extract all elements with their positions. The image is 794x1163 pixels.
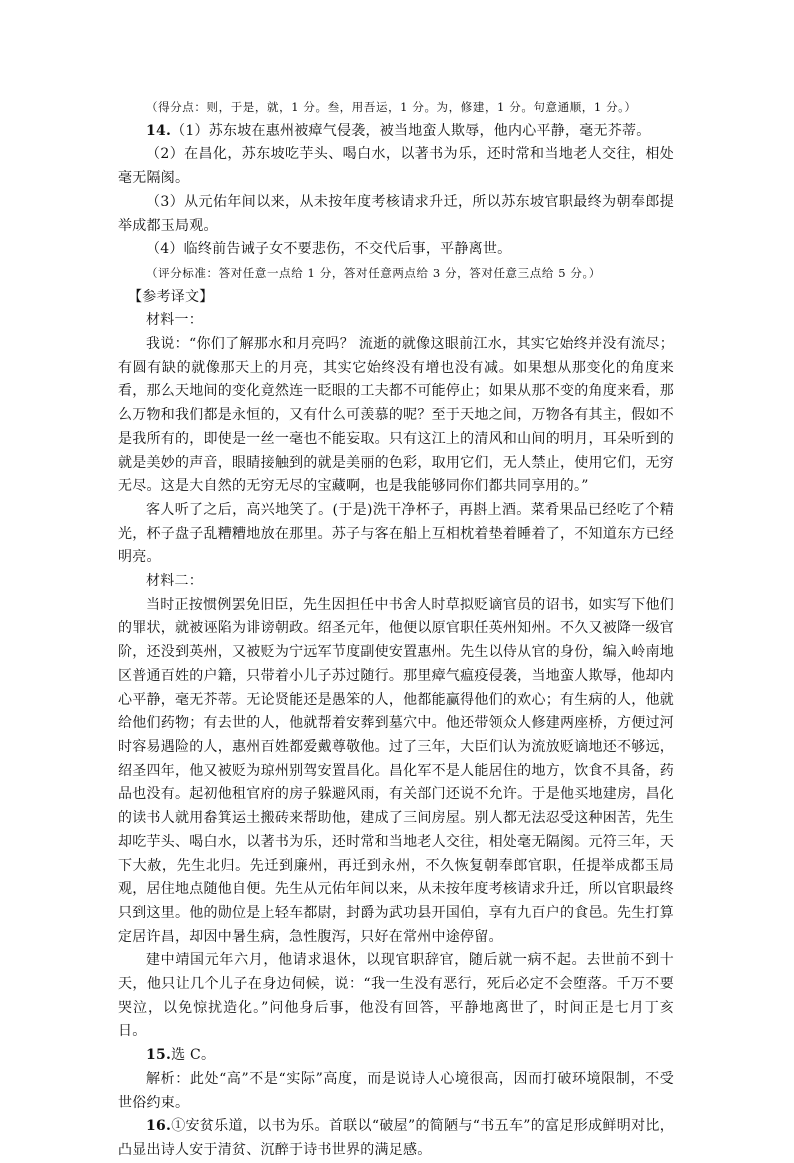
q13-scoring-note: （得分点：则，于是，就，1 分。叁，用吾运，1 分。为，修建，1 分。句意通顺，1 分。） <box>146 100 637 114</box>
document-page <box>118 96 674 1163</box>
q14-item-1-text: （1）苏东坡在惠州被瘴气侵袭，被当地蛮人欺辱，他内心平静，毫无芥蒂。 <box>171 122 651 139</box>
q16-point-1-text: ①安贫乐道，以书为乐。首联以“破屋”的简陋与“书五车”的富足形成鲜明对比，凸显出诗人安于清贫、沉醉于诗书世界的满足感。 <box>118 1118 674 1158</box>
q14-number: 14. <box>146 122 172 139</box>
q15-answer <box>118 1044 674 1068</box>
q14-item-3: （3）从元佑年间以来，从未按年度考核请求升迁，所以苏东坡官职最终为朝奉郎提举成都玉局观。 <box>118 193 674 234</box>
q16-number: 16. <box>146 1118 172 1135</box>
material-1-paragraph-1: 我说：“你们了解那水和月亮吗？ 流逝的就像这眼前江水，其实它始终并没有流尽；有圆有缺的就像那天上的月亮，其实它始终没有增也没有减。如果想从那变化的角度来看，那么天地间的变化竟然连一眨眼的工夫都不可能停止；如果从那不变的角度来看，那么万物和我们都是永恒的，又有什么可羡慕的呢？至于天地之间，万物各有其主，假如不是我所有的，即使是一丝一毫也不能妄取。只有这江上的清风和山间的明月，耳朵听到的就是美妙的声音，眼睛接触到的就是美丽的色彩，取用它们，无人禁止，使用它们，无穷无尽。这是大自然的无穷无尽的宝藏啊，也是我能够同你们都共同享用的。” <box>118 336 674 495</box>
q15-number: 15. <box>146 1047 172 1064</box>
q14-scoring-note: （评分标准：答对任意一点给 1 分，答对任意两点给 3 分，答对任意三点给 5 分。） <box>146 265 601 280</box>
q14-item-2: （2）在昌化，苏东坡吃芋头、喝白水，以著书为乐，还时常和当地老人交往，相处毫无隔阂。 <box>118 146 674 187</box>
material-1-label: 材料一： <box>146 312 203 329</box>
translation-heading: 【参考译文】 <box>128 288 214 305</box>
q15-answer-text: 选 C。 <box>171 1047 216 1064</box>
q14-item-1 <box>118 120 674 144</box>
q16-point-1 <box>118 1115 674 1162</box>
material-2-paragraph-1: 当时正按惯例罢免旧臣，先生因担任中书舍人时草拟贬谪官员的诏书，如实写下他们的罪状，就被诬陷为诽谤朝政。绍圣元年，他便以原官职任英州知州。不久又被降一级官阶，还没到英州，又被贬为宁远军节度副使安置惠州。先生以侍从官的身份，编入岭南地区普通百姓的户籍，只带着小儿子苏过随行。那里瘴气瘟疫侵袭，当地蛮人欺辱，他却内心平静，毫无芥蒂。无论贤能还是愚笨的人，他都能赢得他们的欢心；有生病的人，他就给他们药物；有去世的人，他就帮着安葬到墓穴中。他还带领众人修建两座桥，方便过河时容易遇险的人，惠州百姓都爱戴尊敬他。过了三年，大臣们认为流放贬谪地还不够远，绍圣四年，他又被贬为琼州别驾安置昌化。昌化军不是人能居住的地方，饮食不具备，药品也没有。起初他租官府的房子躲避风雨，有关部门还说不允许。于是他买地建房，昌化的读书人就用畚箕运土搬砖来帮助他，建成了三间房屋。别人都无法忍受这种困苦，先生却吃芋头、喝白水，以著书为乐，还时常和当地老人交往，相处毫无隔阂。元符三年，天下大赦，先生北归。先迁到廉州，再迁到永州，不久恢复朝奉郎官职，任提举成都玉局观，居住地点随他自便。先生从元佑年间以来，从未按年度考核请求升迁，所以官职最终只到这里。他的勋位是上轻车都尉，封爵为武功县开国伯，享有九百户的食邑。先生打算定居许昌，却因中暑生病，急性腹泻，只好在常州中途停留。 <box>118 596 674 945</box>
material-2-label: 材料二： <box>146 573 203 590</box>
q14-item-4: （4）临终前告诫子女不要悲伤，不交代后事，平静离世。 <box>146 241 512 258</box>
material-2-paragraph-2: 建中靖国元年六月，他请求退休，以现官职辞官，随后就一病不起。去世前不到十天，他只让几个儿子在身边伺候，说：“我一生没有恶行，死后必定不会堕落。千万不要哭泣，以免惊扰造化。”问他身后事，他没有回答，平静地离世了，时间正是七月丁亥日。 <box>118 952 674 1040</box>
material-1-paragraph-2: 客人听了之后，高兴地笑了。(于是)洗干净杯子，再斟上酒。菜肴果品已经吃了个精光，杯子盘子乱糟糟地放在那里。苏子与客在船上互相枕着垫着睡着了，不知道东方已经明亮。 <box>118 501 674 566</box>
q15-explanation: 解析：此处“高”不是“实际”高度，而是说诗人心境很高，因而打破环境限制，不受世俗约束。 <box>118 1070 674 1111</box>
